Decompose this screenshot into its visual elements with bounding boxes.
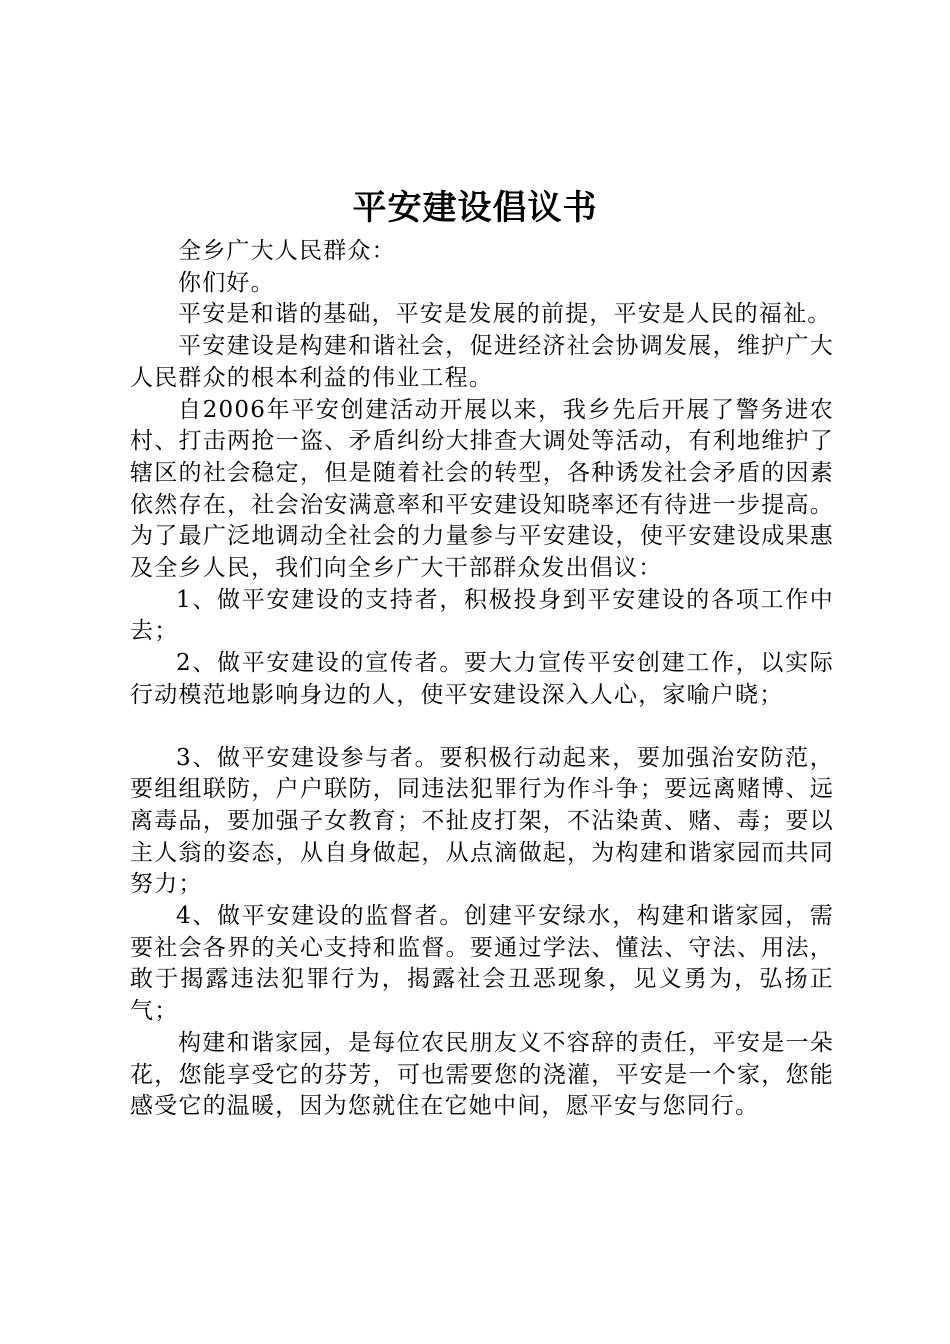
proposal-item-4: 4、做平安建设的监督者。创建平安绿水，构建和谐家园，需要社会各界的关心支持和监督。要通过学法、懂法、守法、用法，敢于揭露违法犯罪行为，揭露社会丑恶现象，见义勇为，弘扬正气；	[130, 903, 834, 1025]
closing-paragraph: 构建和谐家园，是每位农民朋友义不容辞的责任，平安是一朵花，您能享受它的芬芳，可也需要您的浇灌，平安是一个家，您能感受它的温暖，因为您就住在它她中间，愿平安与您同行。	[130, 1029, 834, 1120]
document-title: 平安建设倡议书	[352, 188, 598, 228]
document-body	[130, 236, 834, 1123]
salutation: 全乡广大人民群众：	[178, 238, 396, 264]
proposal-item-1: 1、做平安建设的支持者，积极投身到平安建设的各项工作中去；	[130, 586, 834, 645]
paragraph-1: 平安是和谐的基础，平安是发展的前提，平安是人民的福祉。	[178, 301, 832, 328]
blank-line	[130, 712, 834, 743]
paragraph-3: 自2006年平安创建活动开展以来，我乡先后开展了警务进农村、打击两抢一盗、矛盾纠纷大排查大调处等活动，有利地维护了辖区的社会稳定，但是随着社会的转型，各种诱发社会矛盾的因素依然存在，社会治安满意率和平安建设知晓率还有待进一步提高。为了最广泛地调动全社会的力量参与平安建设，使平安建设成果惠及全乡人民，我们向全乡广大干部群众发出倡议：	[130, 396, 834, 582]
paragraph-2: 平安建设是构建和谐社会，促进经济社会协调发展，维护广大人民群众的根本利益的伟业工程。	[130, 333, 834, 391]
proposal-item-3: 3、做平安建设参与者。要积极行动起来，要加强治安防范，要组组联防，户户联防，同违法犯罪行为作斗争；要远离赌博、远离毒品，要加强子女教育；不扯皮打架，不沾染黄、赌、毒；要以主人翁的姿态，从自身做起，从点滴做起，为构建和谐家园而共同努力；	[130, 744, 834, 898]
greeting: 你们好。	[178, 269, 275, 296]
proposal-item-2: 2、做平安建设的宣传者。要大力宣传平安创建工作，以实际行动模范地影响身边的人，使平安建设深入人心，家喻户晓；	[130, 650, 834, 708]
